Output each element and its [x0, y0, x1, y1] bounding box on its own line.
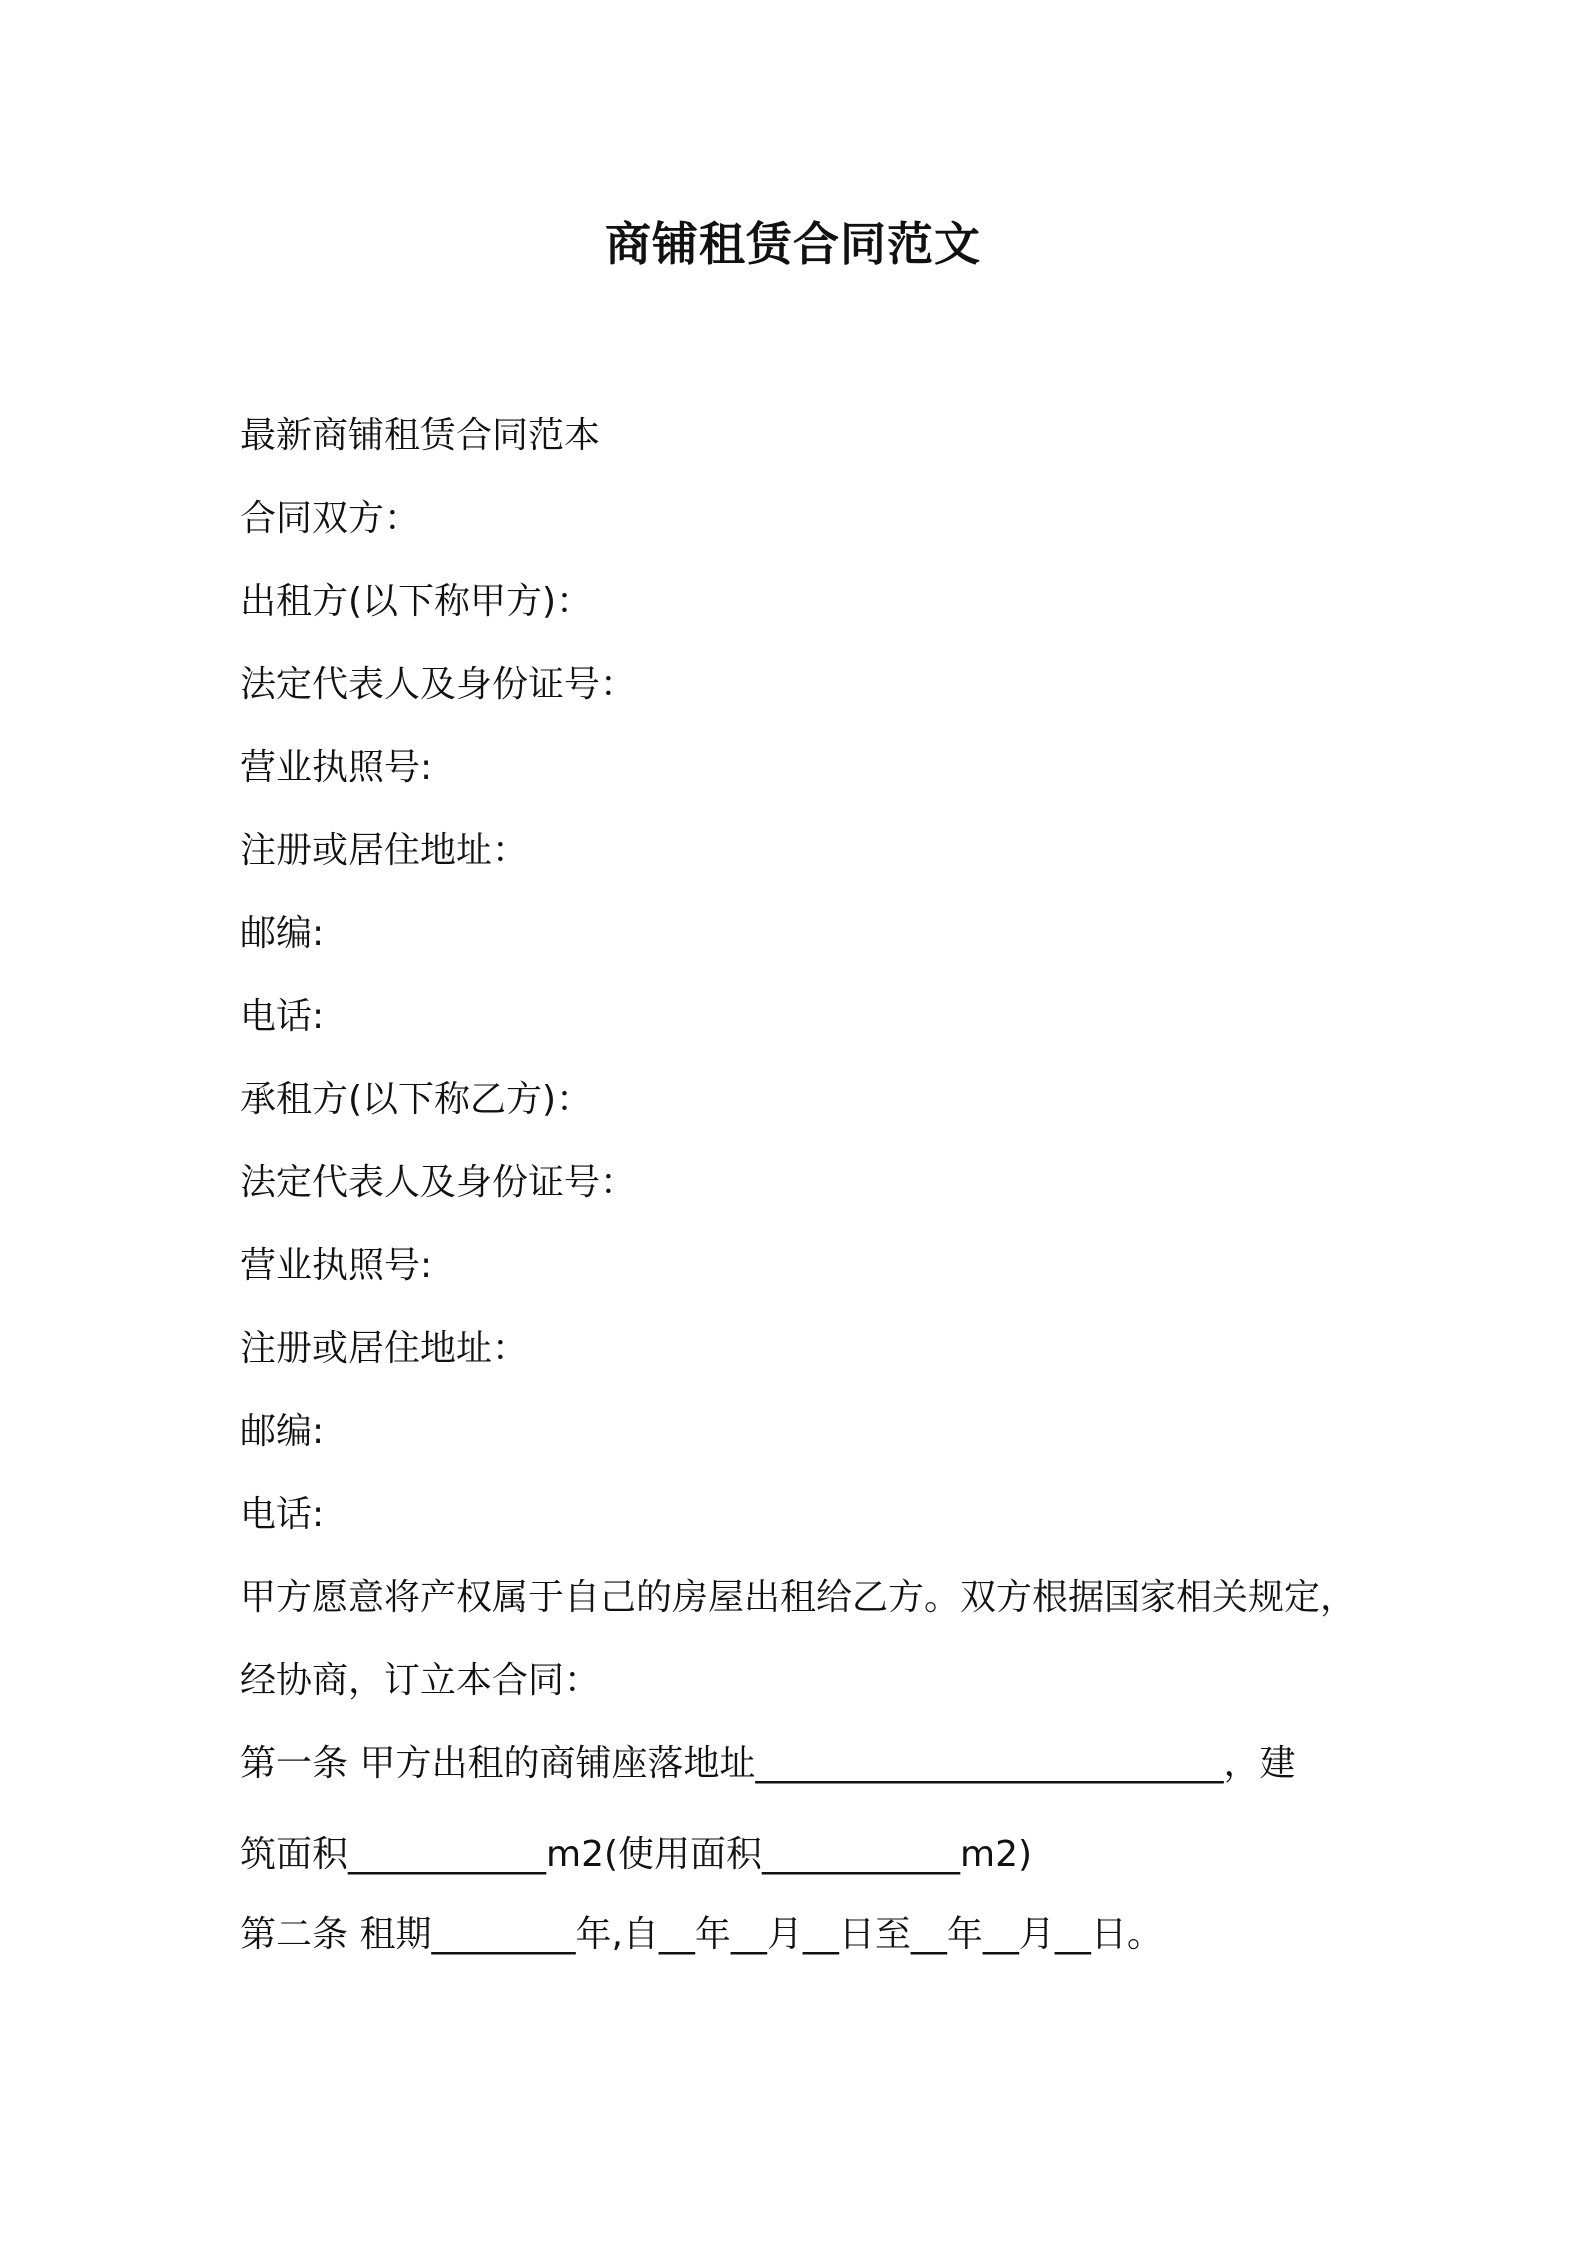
text-line: 注册或居住地址：	[240, 1328, 529, 1369]
text-line: 法定代表人及身份证号：	[240, 1162, 637, 1203]
article-1	[240, 1739, 1295, 1789]
text-line: 甲方愿意将产权属于自己的房屋出租给乙方。双方根据国家相关规定，	[240, 1577, 1357, 1618]
text-line: 邮编:	[240, 1411, 325, 1452]
text-line: 邮编:	[240, 913, 325, 954]
text-line: 经协商，订立本合同：	[240, 1660, 601, 1701]
article-2-lead: 第二条	[240, 1914, 349, 1955]
document-title: 商铺租赁合同范文	[605, 217, 981, 271]
text-line: 电话:	[240, 1494, 325, 1535]
article-2	[240, 1910, 1163, 1960]
text-line: 注册或居住地址：	[240, 830, 529, 871]
article-1-lead: 第一条	[240, 1743, 349, 1784]
text-line: 最新商铺租赁合同范本	[240, 415, 601, 456]
text-line: 营业执照号:	[240, 1245, 433, 1286]
article-1-text: 甲方出租的商铺座落地址__________________________，建	[348, 1743, 1296, 1784]
text-line: 承租方(以下称乙方)：	[240, 1079, 593, 1120]
article-2-text: 租期________年,自__年__月__日至__年__月__日。	[348, 1914, 1163, 1955]
text-line: 合同双方：	[240, 498, 421, 539]
text-line: 电话:	[240, 996, 325, 1037]
text-line: 营业执照号:	[240, 747, 433, 788]
text-line: 法定代表人及身份证号：	[240, 664, 637, 705]
article-1-continued: 筑面积___________m2(使用面积___________m2)	[240, 1834, 1033, 1875]
text-line: 出租方(以下称甲方)：	[240, 581, 593, 622]
